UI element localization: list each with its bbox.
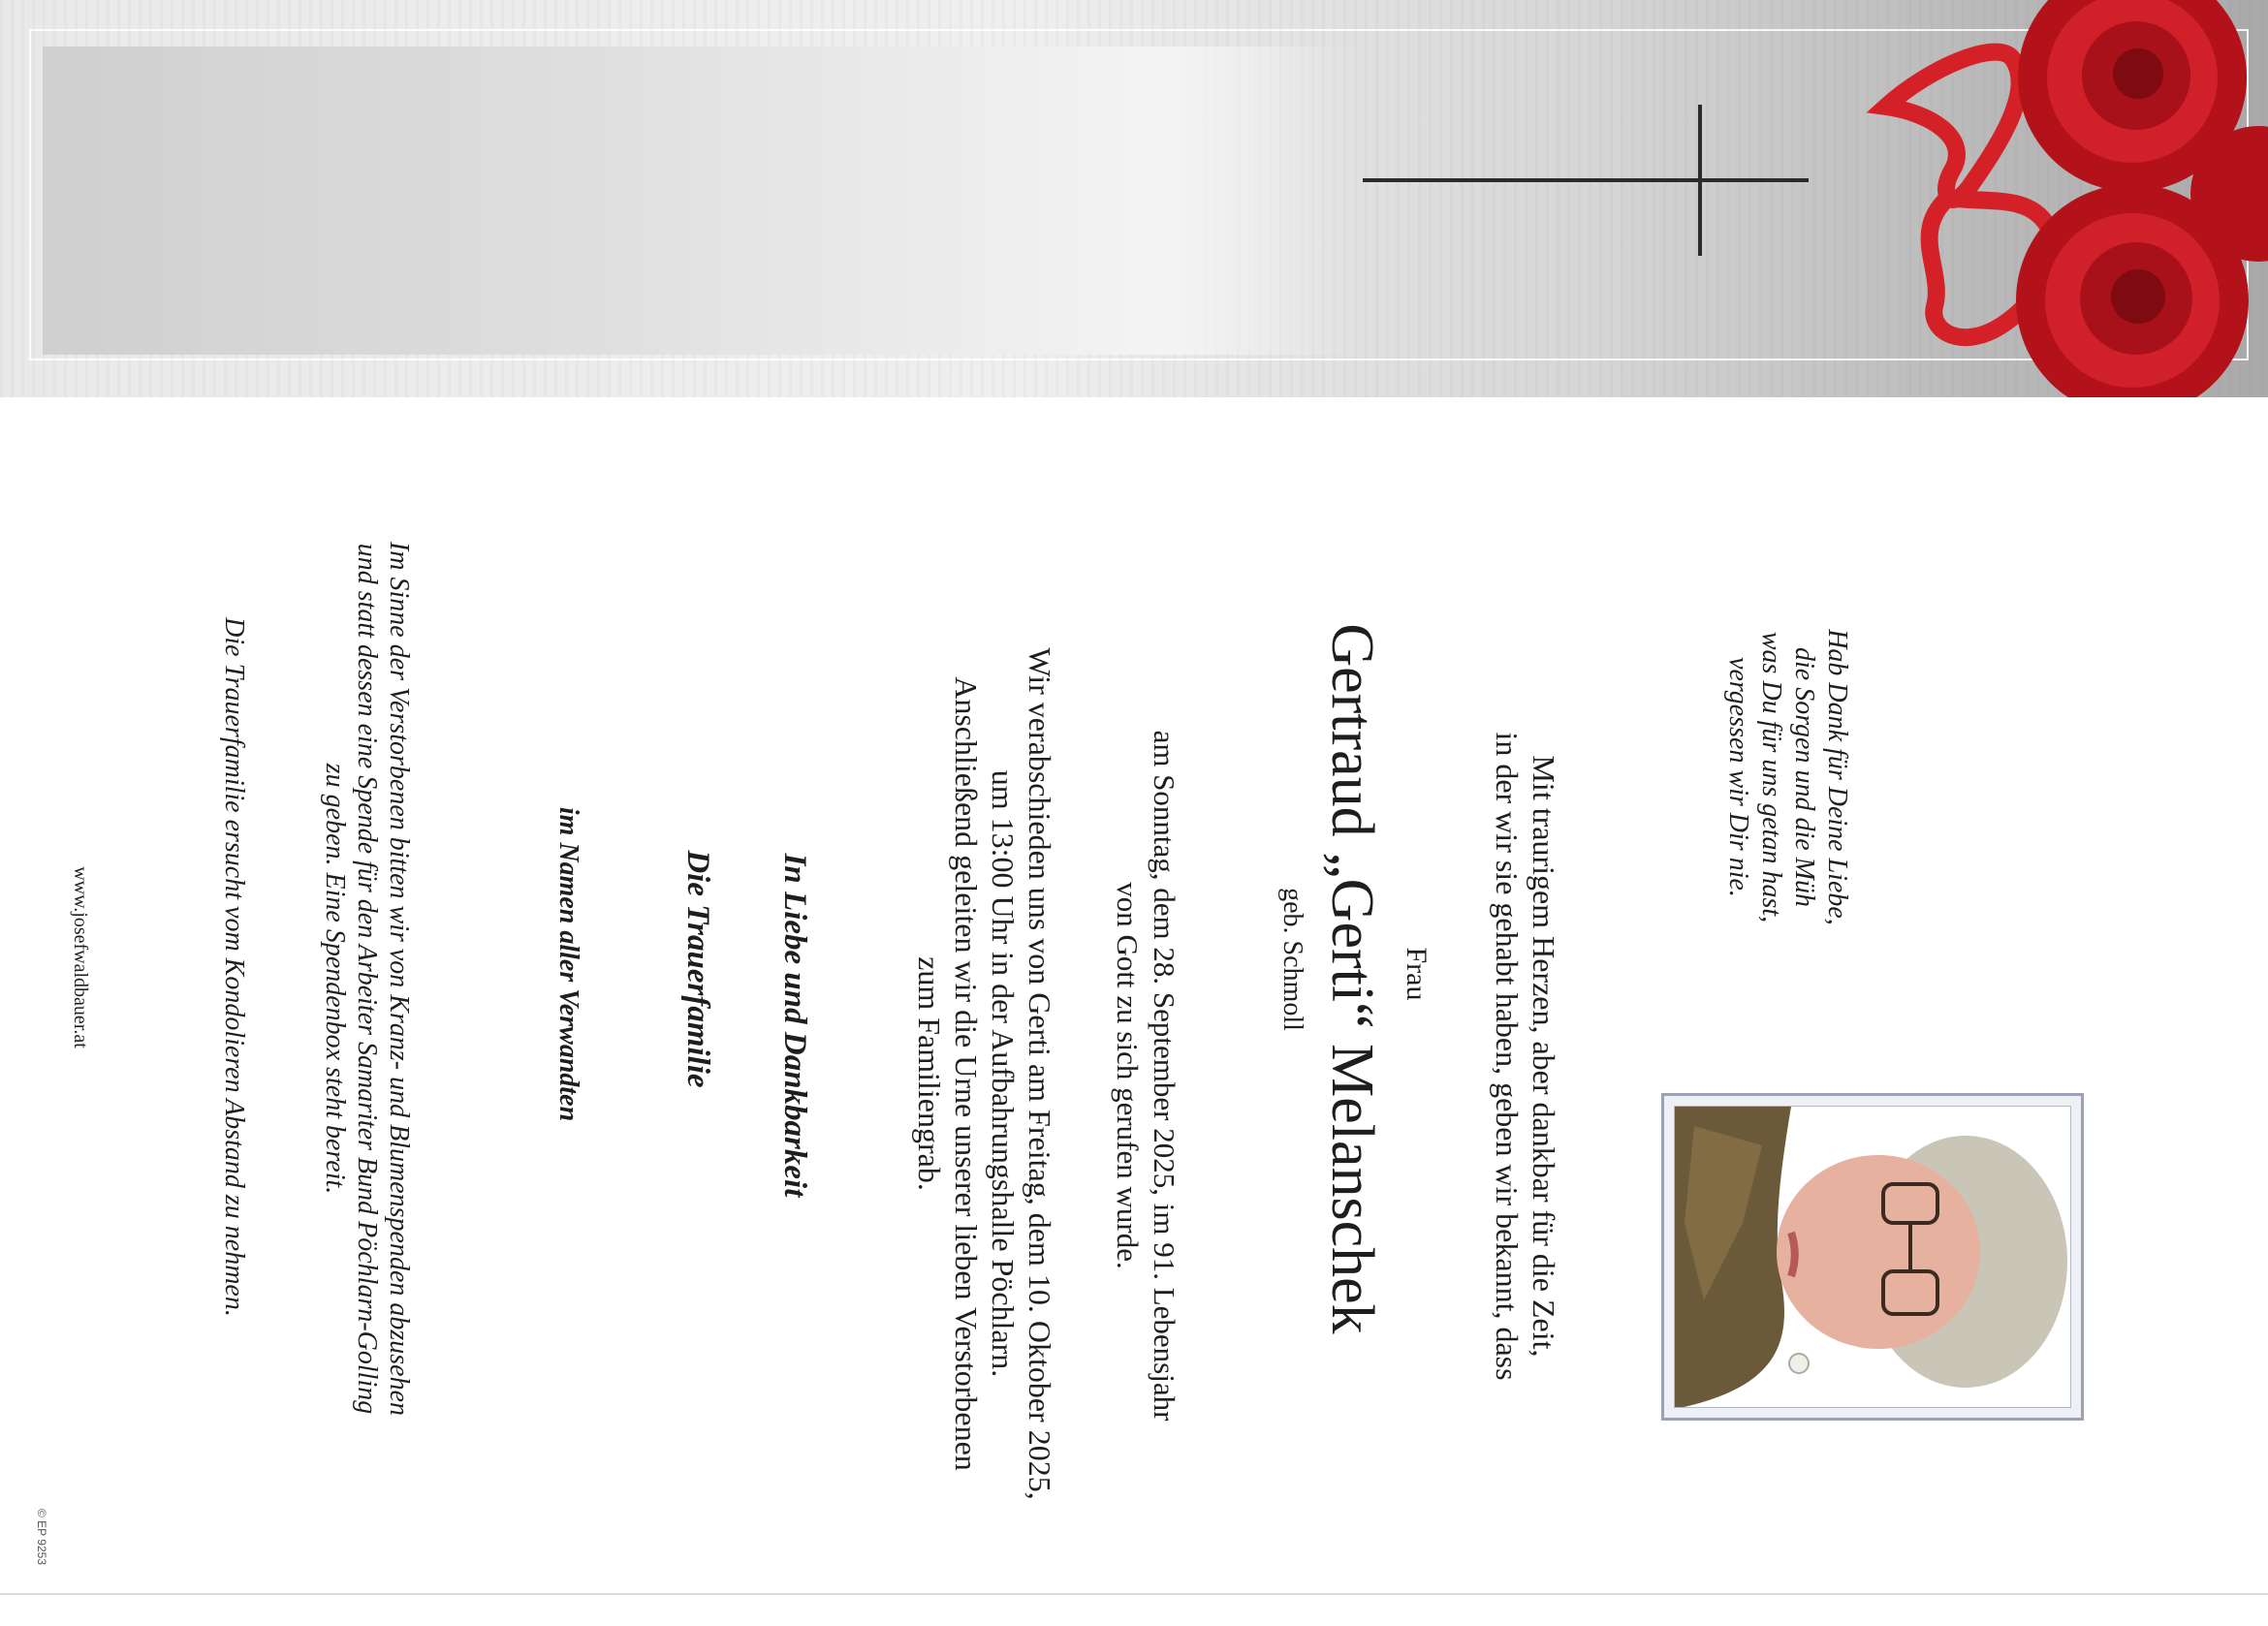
signature-line-relatives: im Namen aller Verwandten: [553, 806, 583, 1122]
intro-text: [1489, 620, 1562, 1492]
salutation: Frau: [1401, 947, 1433, 1001]
poem: [1721, 612, 1853, 942]
print-code: © EP 9253: [35, 1509, 48, 1565]
birth-name: geb. Schmoll: [1277, 888, 1307, 1031]
farewell-line: Wir verabschieden uns von Gerti am Freitag, dem 10. Oktober 2025,: [1023, 647, 1057, 1500]
death-notice-line: am Sonntag, dem 28. September 2025, im 91. Lebensjahr: [1148, 730, 1181, 1422]
intro-line: Mit traurigem Herzen, aber dankbar für die Zeit,: [1527, 755, 1561, 1358]
death-notice-line: von Gott zu sich gerufen wurde.: [1111, 882, 1145, 1269]
donation-request-line: und statt dessen eine Spende für den Arbeiter Samariter Bund Pöchlarn-Golling: [352, 543, 382, 1415]
portrait-frame: [1661, 1093, 2084, 1421]
farewell-line: zum Familiengrab.: [912, 956, 947, 1191]
banner-art: [0, 0, 2268, 397]
signature-line-family: Die Trauerfamilie: [680, 850, 715, 1088]
donation-request-line: zu geben. Eine Spendenbox steht bereit.: [320, 763, 350, 1195]
death-notice: [1109, 591, 1182, 1560]
poem-line: was Du für uns getan hast,: [1756, 631, 1786, 923]
poem-line: die Sorgen und die Müh: [1789, 646, 1819, 908]
farewell-line: um 13:00 Uhr in der Aufbahrungshalle Pöchlarn.: [986, 769, 1021, 1378]
condolence-notice: Die Trauerfamilie ersucht vom Kondolieren Abstand zu nehmen.: [219, 617, 249, 1317]
page-edge-line: [0, 1593, 2268, 1595]
poem-line: vergessen wir Dir nie.: [1723, 657, 1753, 897]
farewell-line: Anschließend geleiten wir die Urne unserer lieben Verstorbenen: [949, 676, 984, 1471]
website-link[interactable]: www.josefwaldbauer.at: [70, 866, 91, 1048]
portrait-photo: [1674, 1106, 2071, 1408]
donation-request-line: Im Sinne der Verstorbenen bitten wir von Kranz- und Blumenspenden abzusehen: [384, 541, 414, 1417]
donation-request: [319, 494, 415, 1463]
decorative-banner: [0, 0, 2268, 397]
deceased-name: Gertraud „Gerti“ Melanschek: [1319, 623, 1385, 1334]
portrait-illustration: [1675, 1107, 2071, 1408]
intro-line: in der wir sie gehabt haben, geben wir bekannt, dass: [1490, 732, 1525, 1381]
poem-line: Hab Dank für Deine Liebe,: [1822, 629, 1852, 925]
farewell-text: [911, 521, 1058, 1626]
rose-icon: [2016, 0, 2268, 397]
signature-line-love: In Liebe und Dankbarkeit: [777, 853, 812, 1198]
